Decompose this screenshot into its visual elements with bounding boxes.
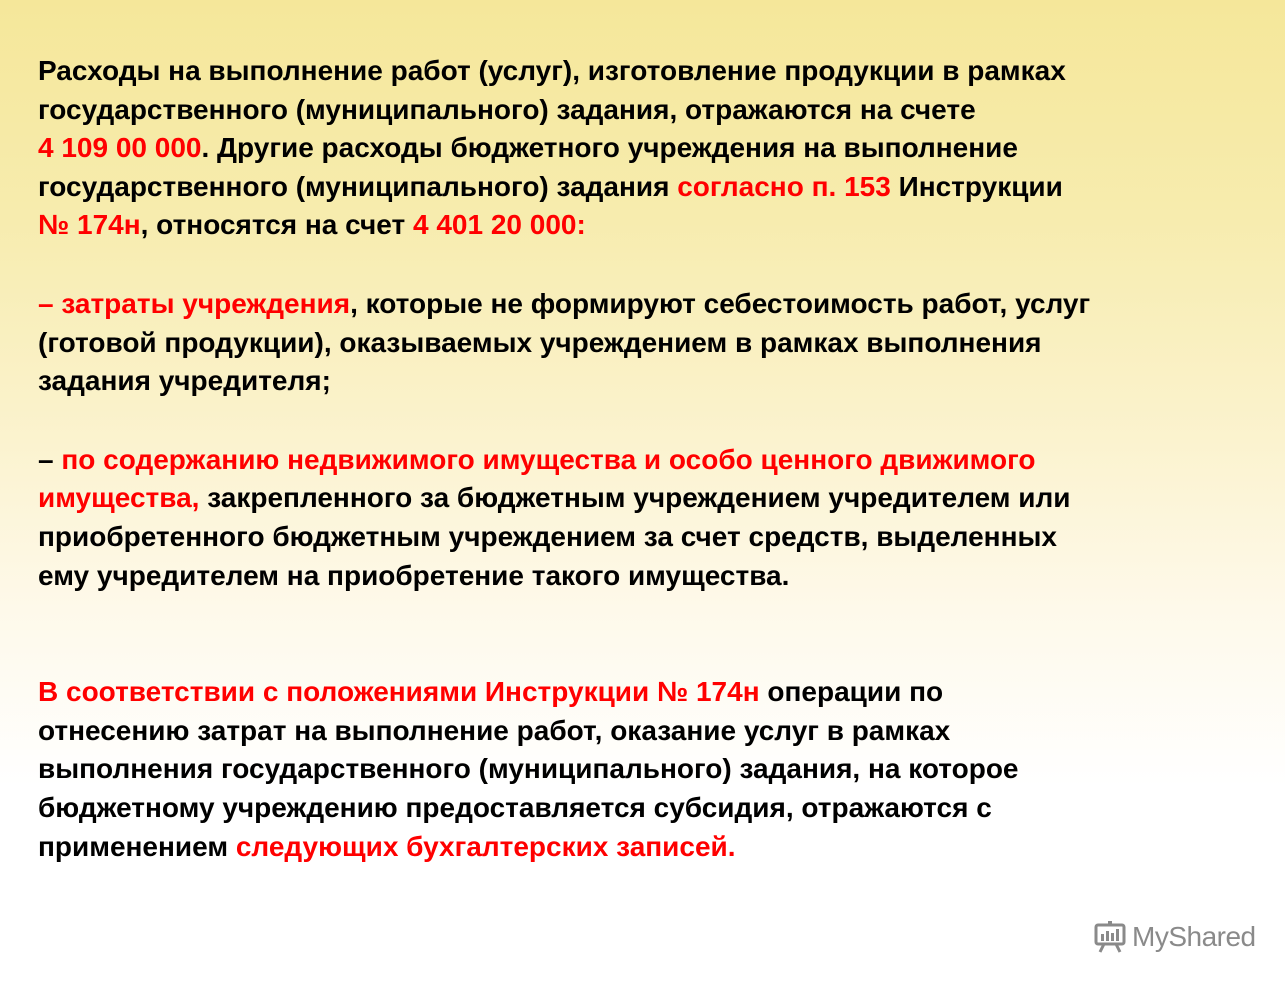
text-line xyxy=(38,673,1253,712)
text-segment: выполнения государственного (муниципального) задания, на которое xyxy=(38,753,1019,785)
account-number-highlight: 4 401 20 000: xyxy=(412,209,586,241)
text-line xyxy=(38,789,1253,828)
paragraph-institution-costs xyxy=(38,285,1253,401)
text-segment: применением xyxy=(38,830,236,862)
text-line xyxy=(38,441,1253,480)
myshared-watermark xyxy=(1092,917,1256,957)
text-line xyxy=(38,91,1253,130)
list-item-highlight: – затраты учреждения xyxy=(38,287,351,319)
list-item-highlight: имущества, xyxy=(38,482,200,514)
text-line xyxy=(38,518,1253,557)
paragraph-property-maintenance xyxy=(38,441,1253,595)
text-segment: операции по xyxy=(759,676,944,708)
paragraph-expenses-account xyxy=(38,52,1253,245)
accounting-entries-highlight: следующих бухгалтерских записей. xyxy=(235,830,736,862)
text-line xyxy=(38,324,1253,363)
text-line xyxy=(38,828,1253,867)
text-segment: приобретенного бюджетным учреждением за счет средств, выделенных xyxy=(38,520,1057,552)
instruction-reference-highlight: В соответствии с положениями Инструкции № 174н xyxy=(38,676,760,708)
text-segment: бюджетному учреждению предоставляется субсидия, отражаются с xyxy=(38,791,992,823)
text-segment: государственного (муниципального) задания, отражаются на счете xyxy=(38,93,976,125)
paragraph-accounting-entries xyxy=(38,673,1253,866)
text-segment: , которые не формируют себестоимость работ, услуг xyxy=(350,287,1091,319)
text-line xyxy=(38,557,1253,596)
text-segment: , относятся на счет xyxy=(140,209,413,241)
text-line xyxy=(38,479,1253,518)
account-number-highlight: 4 109 00 000 xyxy=(38,132,202,164)
text-line xyxy=(38,129,1253,168)
text-line xyxy=(38,52,1253,91)
text-line xyxy=(38,168,1253,207)
text-line xyxy=(38,206,1253,245)
text-line xyxy=(38,712,1253,751)
text-segment: Расходы на выполнение работ (услуг), изготовление продукции в рамках xyxy=(38,55,1066,86)
spacer xyxy=(38,245,1253,285)
instruction-number-highlight: № 174н xyxy=(38,209,141,241)
text-line xyxy=(38,750,1253,789)
list-item-highlight: по содержанию недвижимого имущества и особо ценного движимого xyxy=(61,443,1036,475)
slide-body xyxy=(38,52,1253,866)
text-segment: (готовой продукции), оказываемых учреждением в рамках выполнения xyxy=(38,326,1042,358)
instruction-reference-highlight: согласно п. 153 xyxy=(677,170,891,202)
text-segment: отнесению затрат на выполнение работ, оказание услуг в рамках xyxy=(38,714,951,746)
text-line xyxy=(38,362,1253,401)
text-segment: закрепленного за бюджетным учреждением учредителем или xyxy=(199,482,1071,514)
text-segment: – xyxy=(38,443,62,475)
text-segment: ему учредителем на приобретение такого имущества. xyxy=(38,559,790,591)
spacer xyxy=(38,401,1253,441)
text-segment: задания учредителя; xyxy=(38,365,331,397)
text-segment: . Другие расходы бюджетного учреждения на выполнение xyxy=(201,132,1018,164)
watermark-brand-text: MyShared xyxy=(1132,921,1256,952)
text-segment: Инструкции xyxy=(890,170,1063,202)
text-segment: государственного (муниципального) задания xyxy=(38,170,678,202)
presentation-board-icon xyxy=(1092,919,1128,955)
text-line xyxy=(38,285,1253,324)
spacer xyxy=(38,595,1253,673)
